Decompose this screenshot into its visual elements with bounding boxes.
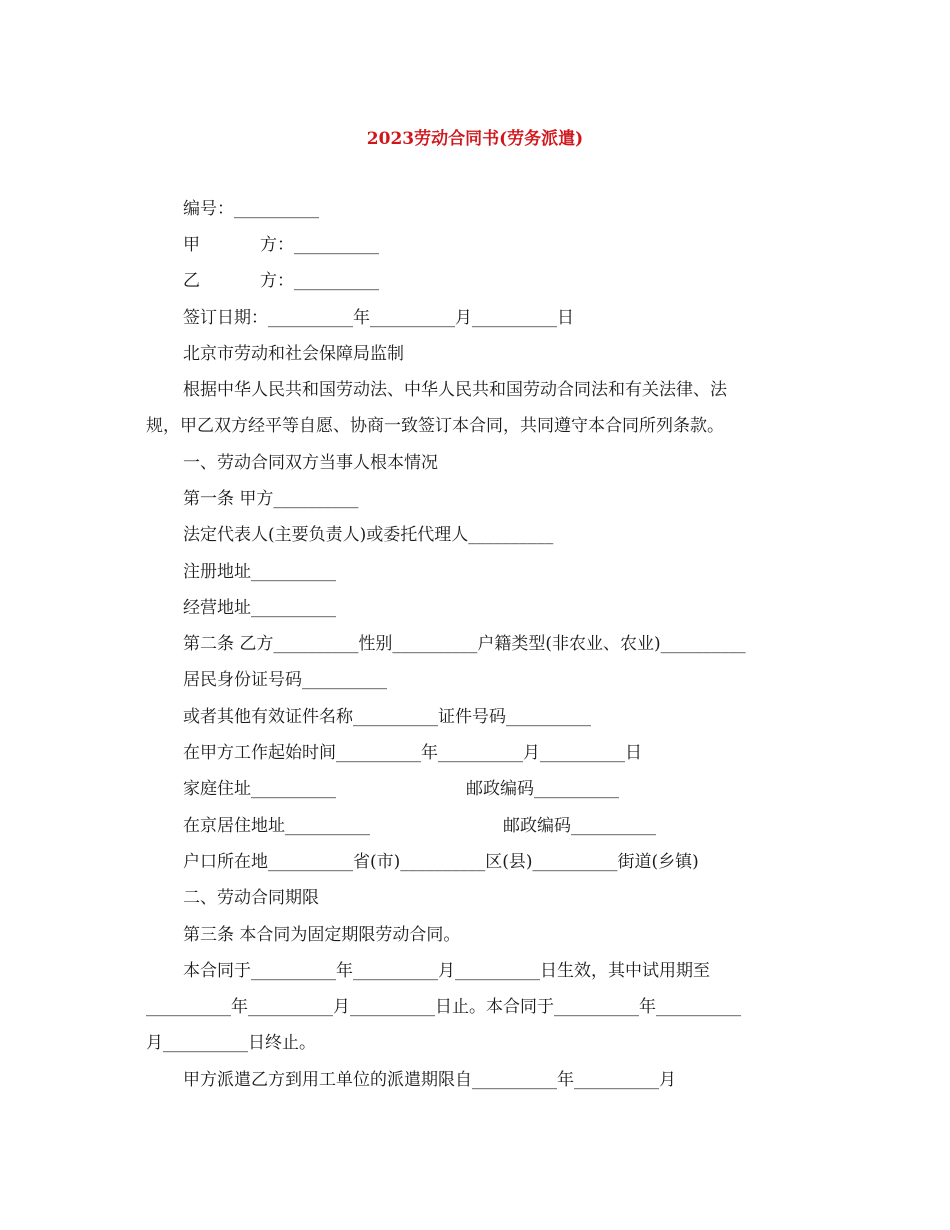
hukou-location: 户口所在地__________省(市)__________区(县)__________街道(乡镇) (183, 852, 699, 872)
document-title: 2023劳动合同书(劳务派遣) (366, 129, 584, 149)
party-b-label: 乙 (183, 271, 200, 291)
party-a-field: 方：__________ (260, 235, 379, 255)
id-number: 居民身份证号码__________ (183, 670, 387, 690)
party-b-field: 方：__________ (260, 271, 379, 291)
term-line-3: 月__________日终止。 (146, 1033, 316, 1053)
registered-address: 注册地址__________ (183, 562, 336, 582)
section-2-heading: 二、劳动合同期限 (183, 888, 319, 908)
term-line-2: __________年__________月__________日止。本合同于__________年__________ (146, 997, 741, 1017)
other-id: 或者其他有效证件名称__________证件号码__________ (183, 707, 591, 727)
party-a-line (183, 234, 379, 256)
work-start-time: 在甲方工作起始时间__________年__________月__________日 (183, 743, 642, 763)
article-2: 第二条 乙方__________性别__________户籍类型(非农业、农业)__________ (183, 634, 746, 654)
article-1: 第一条 甲方__________ (183, 489, 359, 509)
business-address: 经营地址__________ (183, 598, 336, 618)
beijing-postcode: 邮政编码__________ (503, 816, 656, 836)
home-postcode: 邮政编码__________ (466, 779, 619, 799)
preamble-line-1: 根据中华人民共和国劳动法、中华人民共和国劳动合同法和有关法律、法 (183, 380, 727, 400)
party-a-label: 甲 (183, 235, 200, 255)
contract-number: 编号：__________ (183, 199, 319, 219)
article-3: 第三条 本合同为固定期限劳动合同。 (183, 925, 461, 945)
term-line-1: 本合同于__________年__________月__________日生效，其中试用期至 (183, 961, 710, 981)
dispatch-term: 甲方派遣乙方到用工单位的派遣期限自__________年__________月 (183, 1070, 676, 1090)
party-b-line (183, 270, 379, 292)
sign-date: 签订日期：__________年__________月__________日 (183, 308, 574, 328)
preamble-line-2: 规，甲乙双方经平等自愿、协商一致签订本合同，共同遵守本合同所列条款。 (146, 416, 724, 436)
legal-representative: 法定代表人(主要负责人)或委托代理人__________ (183, 525, 554, 545)
beijing-address: 在京居住地址__________ (183, 816, 370, 836)
section-1-heading: 一、劳动合同双方当事人根本情况 (183, 453, 438, 473)
home-address: 家庭住址__________ (183, 779, 336, 799)
supervisor-line: 北京市劳动和社会保障局监制 (183, 344, 404, 364)
